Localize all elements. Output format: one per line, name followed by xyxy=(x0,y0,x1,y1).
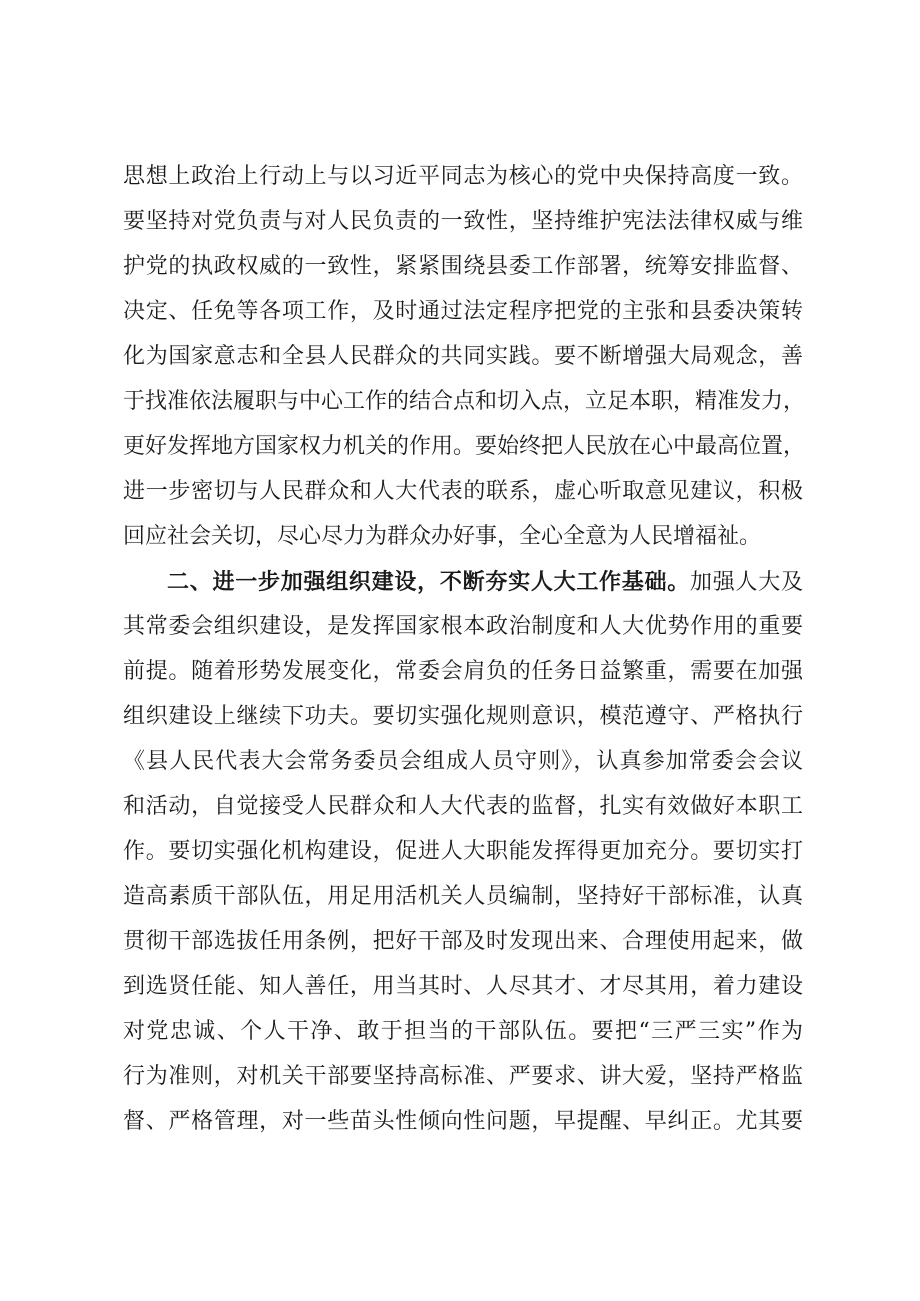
paragraph-line: 组织建设上继续下功夫。要切实强化规则意识，模范遵守、严格执行 xyxy=(123,704,803,729)
paragraph-line: 更好发挥地方国家权力机关的作用。要始终把人民放在心中最高位置， xyxy=(123,434,806,459)
paragraph-line: 行为准则，对机关干部要坚持高标准、严要求、讲大爱，坚持严格监 xyxy=(123,1064,803,1089)
paragraph-line: 回应社会关切，尽心尽力为群众办好事，全心全意为人民增福祉。 xyxy=(123,524,762,549)
paragraph-line: 督、严格管理，对一些苗头性倾向性问题，早提醒、早纠正。尤其要 xyxy=(123,1109,803,1134)
paragraph-line: 作。要切实强化机构建设，促进人大职能发挥得更加充分。要切实打 xyxy=(123,839,803,864)
paragraph-line: 其常委会组织建设，是发挥国家根本政治制度和人大优势作用的重要 xyxy=(123,614,803,639)
paragraph-line: 要坚持对党负责与对人民负责的一致性，坚持维护宪法法律权威与维 xyxy=(123,209,803,234)
paragraph-line: 《县人民代表大会常务委员会组成人员守则》，认真参加常委会会议 xyxy=(123,749,803,774)
paragraph-line: 于找准依法履职与中心工作的结合点和切入点，立足本职，精准发力， xyxy=(123,389,806,414)
paragraph-line: 化为国家意志和全县人民群众的共同实践。要不断增强大局观念，善 xyxy=(123,344,803,369)
paragraph-line: 前提。随着形势发展变化，常委会肩负的任务日益繁重，需要在加强 xyxy=(123,659,803,684)
paragraph-line: 进一步密切与人民群众和人大代表的联系，虚心听取意见建议，积极 xyxy=(123,479,803,504)
paragraph-line: 造高素质干部队伍，用足用活机关人员编制，坚持好干部标准，认真 xyxy=(123,884,803,909)
paragraph-line: 对党忠诚、个人干净、敢于担当的干部队伍。要把“三严三实”作为 xyxy=(123,1019,803,1044)
section-heading-continuation: 加强人大及 xyxy=(690,570,803,595)
paragraph-line: 决定、任免等各项工作，及时通过法定程序把党的主张和县委决策转 xyxy=(123,299,803,324)
paragraph-line: 贯彻干部选拔任用条例，把好干部及时发现出来、合理使用起来，做 xyxy=(123,929,803,954)
section-heading: 二、进一步加强组织建设，不断夯实人大工作基础。 xyxy=(167,569,691,595)
paragraph-line: 到选贤任能、知人善任，用当其时、人尽其才、才尽其用，着力建设 xyxy=(123,974,803,999)
paragraph-line: 思想上政治上行动上与以习近平同志为核心的党中央保持高度一致。 xyxy=(123,164,803,189)
section-heading-line xyxy=(167,562,803,602)
paragraph-line: 护党的执政权威的一致性，紧紧围绕县委工作部署，统筹安排监督、 xyxy=(123,254,803,279)
paragraph-line: 和活动，自觉接受人民群众和人大代表的监督，扎实有效做好本职工 xyxy=(123,794,803,819)
